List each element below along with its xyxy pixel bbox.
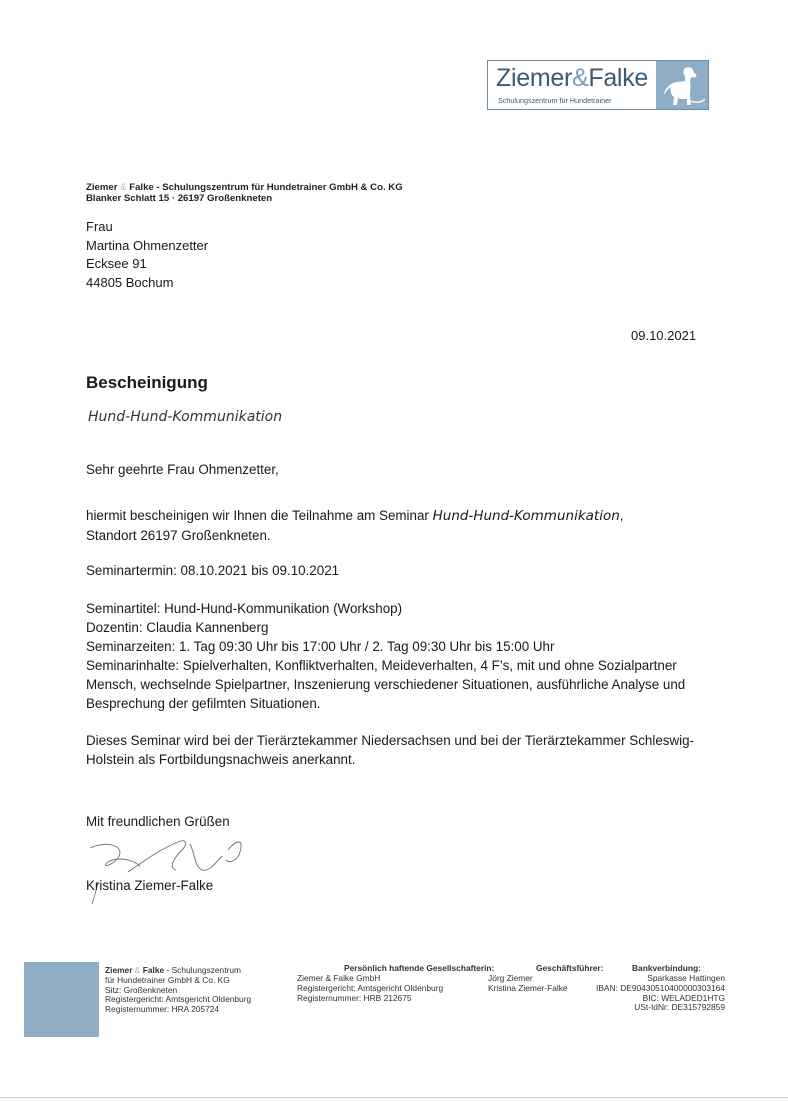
sender-address xyxy=(86,182,403,204)
footer-company xyxy=(105,966,251,1015)
footer-managers xyxy=(488,974,568,994)
footer-ampersand: & xyxy=(134,965,141,975)
intro-line-2: Standort 26197 Großenkneten. xyxy=(86,528,271,543)
footer-name-rest: - Schulungszentrum xyxy=(164,965,241,975)
document-title: Bescheinigung xyxy=(86,373,208,392)
footer-partner xyxy=(297,974,443,1003)
logo-brand-left: Ziemer xyxy=(496,64,572,92)
seminar-date: Seminartermin: 08.10.2021 bis 09.10.2021 xyxy=(86,563,340,578)
footer-bank-line: BIC: WELADED1HTG xyxy=(642,992,725,1003)
salutation: Sehr geehrte Frau Ohmenzetter, xyxy=(86,462,279,477)
closing-phrase: Mit freundlichen Grüßen xyxy=(86,814,230,829)
logo-brand-right: Falke xyxy=(588,64,648,92)
sender-ampersand: & xyxy=(120,182,127,193)
footer-brand-block xyxy=(24,962,99,1037)
intro-text: hiermit bescheinigen wir Ihnen die Teilnahme am Seminar xyxy=(86,508,433,523)
sender-line-1 xyxy=(86,182,403,193)
lecturer-line: Dozentin: Claudia Kannenberg xyxy=(86,620,269,635)
intro-comma: , xyxy=(619,508,624,523)
recipient-street: Ecksee 91 xyxy=(86,256,147,271)
recipient-address xyxy=(86,218,208,292)
intro-line-1 xyxy=(86,506,624,526)
recipient-name: Martina Ohmenzetter xyxy=(86,237,209,253)
footer-bank xyxy=(582,974,725,1013)
footer-partner-heading: Persönlich haftende Gesellschafterin: xyxy=(344,963,495,973)
recognition-line-2: Holstein als Fortbildungsnachweis anerkannt. xyxy=(86,752,356,767)
footer-company-line: für Hundetrainer GmbH & Co. KG xyxy=(105,974,230,985)
footer-partner-line: Ziemer & Falke GmbH xyxy=(297,973,381,983)
footer-name-b: Falke xyxy=(142,965,165,975)
footer-company-line: Registergericht: Amtsgericht Oldenburg xyxy=(105,994,252,1005)
seminar-content-line-1: Seminarinhalte: Spielverhalten, Konfliktverhalten, Meideverhalten, 4 F’s, mit und ohne Sozialpartner xyxy=(86,658,677,673)
footer-managers-heading: Geschäftsführer: xyxy=(536,963,604,973)
logo-ampersand: & xyxy=(571,64,589,92)
recipient-city: 44805 Bochum xyxy=(86,274,174,290)
recipient-salutation: Frau xyxy=(86,219,113,234)
seminar-content-line-2: Mensch, wechselnde Spielpartner, Inszenierung verschiedener Situationen, ausführliche Analyse und xyxy=(86,677,686,692)
seminar-content-line-3: Besprechung der gefilmten Situationen. xyxy=(86,696,321,711)
logo-wordmark xyxy=(496,64,648,93)
page-bottom-divider xyxy=(0,1097,788,1098)
footer-company-line: Sitz: Großenkneten xyxy=(105,984,178,995)
footer-partner-line: Registernummer: HRB 212675 xyxy=(297,992,412,1003)
footer-name-a: Ziemer xyxy=(105,965,133,975)
footer-partner-line: Registergericht: Amtsgericht Oldenburg xyxy=(297,982,444,993)
intro-paragraph xyxy=(86,506,624,545)
footer-manager-line: Jörg Ziemer xyxy=(488,973,533,983)
intro-seminar-name: Hund-Hund-Kommunikation xyxy=(432,508,620,524)
dog-icon xyxy=(656,61,708,109)
footer-manager-line: Kristina Ziemer-Falke xyxy=(488,982,568,993)
document-subtitle: Hund-Hund-Kommunikation xyxy=(88,409,283,425)
logo-tagline: Schulungszentrum für Hundetrainer xyxy=(498,96,612,105)
recognition-paragraph xyxy=(86,731,694,769)
footer-bank-line: USt-IdNr: DE315792859 xyxy=(634,1002,725,1013)
company-logo xyxy=(487,60,709,110)
sender-name-b: Falke - Schulungszentrum für Hundetrainer GmbH & Co. KG xyxy=(129,182,403,193)
sender-line-2: Blanker Schlatt 15 · 26197 Großenkneten xyxy=(86,193,273,204)
letter-date: 09.10.2021 xyxy=(631,328,697,343)
seminar-title-line: Seminartitel: Hund-Hund-Kommunikation (Workshop) xyxy=(86,601,403,616)
signatory-name: Kristina Ziemer-Falke xyxy=(86,878,214,893)
footer-company-line: Registernummer: HRA 205724 xyxy=(105,1004,220,1015)
footer-bank-line: IBAN: DE90430510400000303164 xyxy=(596,982,725,993)
seminar-times-line: Seminarzeiten: 1. Tag 09:30 Uhr bis 17:00 Uhr / 2. Tag 09:30 Uhr bis 15:00 Uhr xyxy=(86,639,555,654)
sender-name-a: Ziemer xyxy=(86,182,118,193)
seminar-details xyxy=(86,599,685,713)
footer-bank-heading: Bankverbindung: xyxy=(632,963,701,973)
recognition-line-1: Dieses Seminar wird bei der Tierärztekammer Niedersachsen und bei der Tierärztekammer Schleswig- xyxy=(86,733,695,748)
footer-bank-line: Sparkasse Hattingen xyxy=(647,973,725,983)
